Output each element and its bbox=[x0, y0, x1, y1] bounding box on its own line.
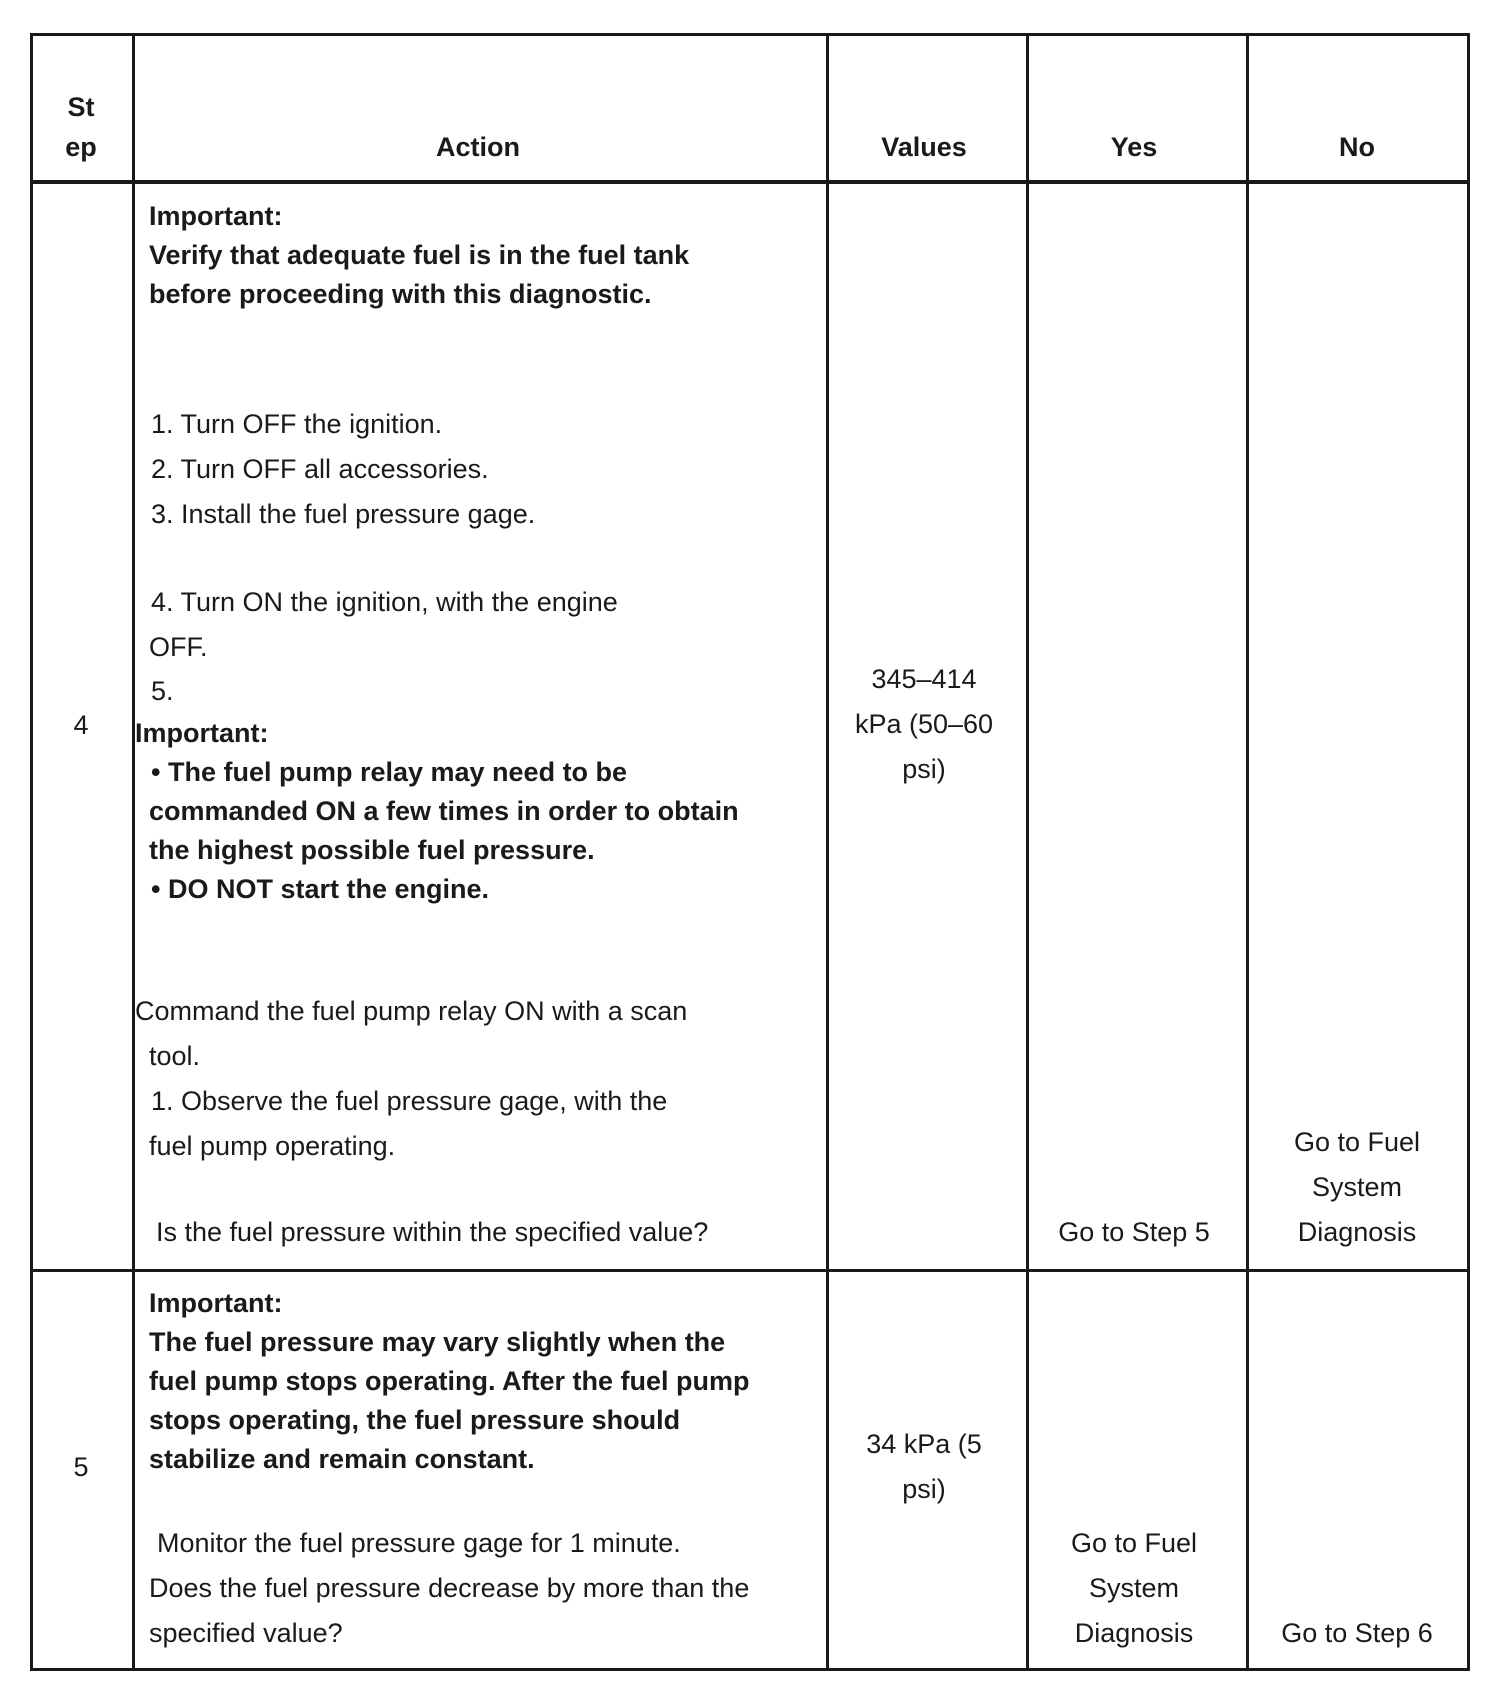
procedure-step: 3. Install the fuel pressure gage. bbox=[151, 499, 536, 529]
command-text: Command the fuel pump relay ON with a scan bbox=[135, 996, 688, 1026]
procedure-step: 2. Turn OFF all accessories. bbox=[151, 454, 489, 484]
header-yes: Yes bbox=[1110, 132, 1158, 162]
spec-value: psi) bbox=[902, 1474, 946, 1504]
yes-action: System bbox=[1088, 1573, 1180, 1603]
procedure-step: 5. bbox=[151, 676, 174, 706]
header-step-line-1: St bbox=[67, 92, 95, 122]
row-divider bbox=[33, 1269, 1467, 1272]
header-step-line-2: ep bbox=[65, 132, 97, 162]
spec-value: 34 kPa (5 bbox=[866, 1429, 982, 1459]
no-action: Go to Step 6 bbox=[1281, 1618, 1433, 1648]
spec-value: psi) bbox=[902, 754, 946, 784]
procedure-step-continued: OFF. bbox=[149, 632, 208, 662]
header-action: Action bbox=[436, 132, 520, 162]
command-text: tool. bbox=[149, 1041, 201, 1071]
important-bullet: • DO NOT start the engine. bbox=[151, 874, 489, 904]
column-divider bbox=[1246, 36, 1249, 1668]
header-values: Values bbox=[881, 132, 967, 162]
question-text: Is the fuel pressure within the specified value? bbox=[156, 1217, 709, 1247]
spec-value: 345–414 bbox=[871, 664, 977, 694]
yes-action: Go to Step 5 bbox=[1058, 1217, 1210, 1247]
important-title: Important: bbox=[135, 718, 269, 748]
column-divider bbox=[132, 36, 135, 1668]
important-text-line: stabilize and remain constant. bbox=[149, 1444, 535, 1474]
step-number: 5 bbox=[73, 1452, 89, 1482]
question-text: Does the fuel pressure decrease by more than the bbox=[149, 1573, 750, 1603]
important-text-line: commanded ON a few times in order to obtain bbox=[149, 796, 739, 826]
no-action: Go to Fuel bbox=[1293, 1127, 1421, 1157]
yes-action: Diagnosis bbox=[1074, 1618, 1194, 1648]
column-divider bbox=[826, 36, 829, 1668]
procedure-step: 1. Turn OFF the ignition. bbox=[151, 409, 443, 439]
header-divider bbox=[33, 180, 1467, 184]
yes-action: Go to Fuel bbox=[1070, 1528, 1198, 1558]
procedure-step: 4. Turn ON the ignition, with the engine bbox=[151, 587, 618, 617]
important-text-line: fuel pump stops operating. After the fuel pump bbox=[149, 1366, 750, 1396]
step-number: 4 bbox=[73, 710, 89, 740]
monitor-text: Monitor the fuel pressure gage for 1 minute. bbox=[157, 1528, 681, 1558]
important-title: Important: bbox=[149, 1288, 283, 1318]
column-divider bbox=[1026, 36, 1029, 1668]
important-text-line: The fuel pressure may vary slightly when the bbox=[149, 1327, 726, 1357]
header-no: No bbox=[1339, 132, 1375, 162]
important-text-line: the highest possible fuel pressure. bbox=[149, 835, 595, 865]
important-title: Important: bbox=[149, 201, 283, 231]
important-bullet: • The fuel pump relay may need to be bbox=[151, 757, 628, 787]
no-action: Diagnosis bbox=[1297, 1217, 1417, 1247]
important-text-line: stops operating, the fuel pressure should bbox=[149, 1405, 681, 1435]
important-text-line: Verify that adequate fuel is in the fuel tank bbox=[149, 240, 690, 270]
procedure-step: 1. Observe the fuel pressure gage, with the bbox=[151, 1086, 668, 1116]
procedure-step-continued: fuel pump operating. bbox=[149, 1131, 396, 1161]
important-text-line: before proceeding with this diagnostic. bbox=[149, 279, 652, 309]
no-action: System bbox=[1311, 1172, 1403, 1202]
spec-value: kPa (50–60 bbox=[854, 709, 994, 739]
question-text: specified value? bbox=[149, 1618, 343, 1648]
